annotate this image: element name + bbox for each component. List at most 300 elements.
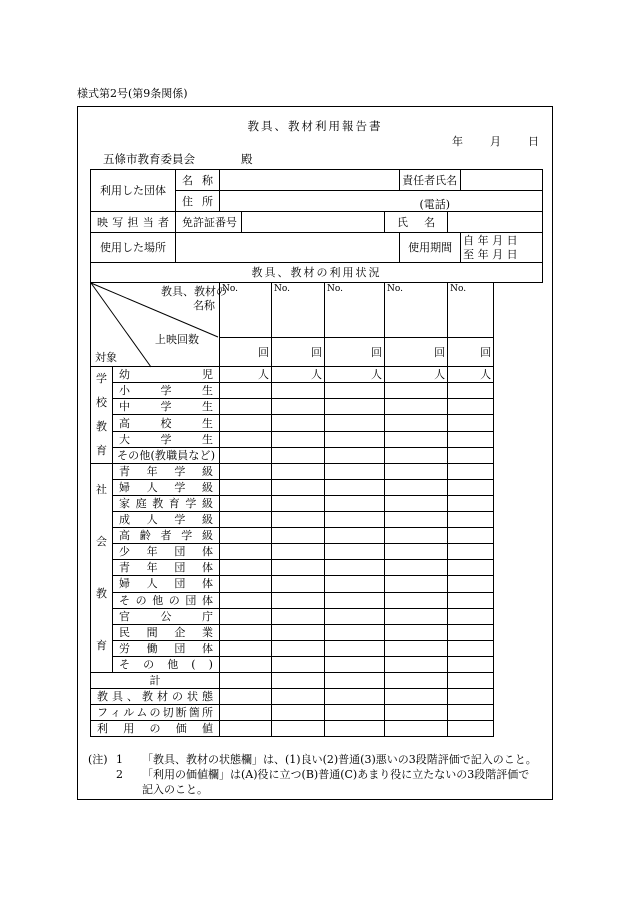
- target-category-label: [115, 545, 217, 558]
- glyph: 小: [119, 384, 130, 398]
- target-category-label: [115, 465, 217, 478]
- count-cell[interactable]: [220, 592, 272, 608]
- count-cell[interactable]: [385, 447, 448, 463]
- target-category-label: [115, 433, 217, 446]
- count-cell[interactable]: [448, 656, 494, 672]
- count-cell[interactable]: [385, 431, 448, 447]
- glyph: の: [128, 448, 140, 462]
- person-name-field[interactable]: [448, 212, 543, 233]
- glyph: 許: [193, 215, 204, 229]
- target-category: [113, 512, 220, 528]
- table-row: [91, 431, 543, 447]
- place-label: 使用した場所: [91, 233, 176, 263]
- count-cell[interactable]: [220, 624, 272, 640]
- address-field[interactable]: (電話): [220, 191, 543, 212]
- glyph: 学: [174, 513, 186, 527]
- count-cell[interactable]: [325, 496, 385, 512]
- glyph: 写: [112, 215, 124, 229]
- glyph: 級: [201, 513, 213, 527]
- target-category: [113, 496, 220, 512]
- table-row: [91, 624, 543, 640]
- count-cell[interactable]: [220, 576, 272, 592]
- glyph: 状: [187, 690, 198, 703]
- target-category-label: [115, 449, 217, 462]
- count-cell[interactable]: [325, 512, 385, 528]
- count-cell[interactable]: [272, 480, 325, 496]
- glyph: 業: [201, 625, 213, 639]
- count-cell[interactable]: [325, 480, 385, 496]
- count-cell[interactable]: [220, 431, 272, 447]
- count-cell[interactable]: [385, 560, 448, 576]
- glyph: 庭: [135, 497, 147, 511]
- count-cell[interactable]: [220, 496, 272, 512]
- table-row: [91, 447, 543, 463]
- count-cell[interactable]: 人: [448, 367, 494, 383]
- school-education-group-char: 育: [96, 444, 107, 457]
- target-category: [113, 399, 220, 415]
- count-cell[interactable]: 人: [385, 367, 448, 383]
- table-row: [91, 480, 543, 496]
- glyph: 名: [424, 215, 436, 229]
- target-category-label: [115, 658, 217, 671]
- target-category: [113, 480, 220, 496]
- glyph: 免: [182, 215, 193, 229]
- glyph: フ: [97, 706, 108, 719]
- screening-times-cell[interactable]: 回: [385, 338, 448, 367]
- count-cell[interactable]: [448, 464, 494, 480]
- count-cell[interactable]: [325, 415, 385, 431]
- count-cell[interactable]: [448, 496, 494, 512]
- count-cell[interactable]: [272, 447, 325, 463]
- count-cell[interactable]: [325, 399, 385, 415]
- glyph: の: [168, 593, 180, 607]
- glyph: 、: [127, 690, 138, 703]
- count-cell[interactable]: [220, 689, 272, 705]
- glyph: 氏: [397, 215, 408, 229]
- responsible-field[interactable]: [461, 170, 543, 191]
- school-education-group-char: 教: [96, 420, 107, 433]
- count-cell[interactable]: [385, 721, 448, 737]
- count-cell[interactable]: 人: [272, 367, 325, 383]
- school-education-group-char: 校: [96, 396, 107, 409]
- glyph: 学: [181, 529, 193, 543]
- count-cell[interactable]: [385, 399, 448, 415]
- glyph: 婦: [119, 577, 130, 591]
- count-cell[interactable]: [272, 383, 325, 399]
- count-cell[interactable]: [325, 447, 385, 463]
- count-cell[interactable]: [272, 673, 325, 689]
- glyph: 箇: [188, 706, 200, 719]
- count-cell[interactable]: [220, 528, 272, 544]
- item-no-cell[interactable]: No.: [385, 283, 448, 338]
- screening-times-cell[interactable]: 回: [220, 338, 272, 367]
- table-row: [91, 528, 543, 544]
- glyph: 生: [202, 384, 213, 398]
- count-cell[interactable]: [325, 464, 385, 480]
- glyph: 年: [146, 561, 158, 575]
- glyph: 称: [202, 173, 213, 187]
- glyph: 号: [226, 215, 237, 229]
- glyph: 婦: [119, 481, 130, 495]
- total-label: 計: [91, 673, 220, 689]
- target-category: [113, 415, 220, 431]
- count-cell[interactable]: [272, 689, 325, 705]
- item-no-cell[interactable]: No.: [272, 283, 325, 338]
- notes: [88, 752, 537, 797]
- count-cell[interactable]: [325, 592, 385, 608]
- glyph: 大: [119, 432, 130, 446]
- glyph: 中: [119, 400, 130, 414]
- glyph: 家: [119, 497, 130, 511]
- count-cell[interactable]: [272, 721, 325, 737]
- count-cell[interactable]: [448, 512, 494, 528]
- count-cell[interactable]: [220, 560, 272, 576]
- social-education-group-char: 会: [96, 535, 107, 548]
- count-cell[interactable]: [220, 399, 272, 415]
- count-cell[interactable]: [385, 464, 448, 480]
- count-cell[interactable]: [448, 431, 494, 447]
- count-cell[interactable]: [385, 496, 448, 512]
- count-cell[interactable]: [220, 673, 272, 689]
- evaluation-row: [91, 705, 543, 721]
- table-row: [91, 415, 543, 431]
- item-name-label-1: 教具、教材の: [161, 285, 227, 298]
- glyph: 体: [201, 641, 213, 655]
- target-category: [113, 560, 220, 576]
- count-cell[interactable]: [272, 496, 325, 512]
- count-cell[interactable]: [385, 592, 448, 608]
- glyph: 団: [185, 593, 197, 607]
- glyph: 材: [157, 690, 168, 703]
- table-row: [91, 512, 543, 528]
- evaluation-label: [91, 721, 220, 737]
- count-cell[interactable]: [385, 656, 448, 672]
- glyph: 証: [204, 215, 215, 229]
- social-education-group-char: 教: [96, 587, 107, 600]
- report-table: [90, 169, 543, 737]
- count-cell[interactable]: [448, 544, 494, 560]
- glyph: 団: [174, 545, 186, 559]
- count-cell[interactable]: [448, 576, 494, 592]
- glyph: 体: [201, 545, 213, 559]
- glyph: そ: [119, 593, 130, 607]
- period-field[interactable]: [461, 233, 543, 263]
- target-category: [113, 431, 220, 447]
- glyph: 人: [146, 481, 158, 495]
- count-cell[interactable]: [272, 608, 325, 624]
- glyph: 教: [97, 690, 108, 703]
- count-cell[interactable]: [448, 447, 494, 463]
- license-label: [176, 212, 242, 233]
- date-month: 月: [490, 135, 501, 148]
- glyph: 員: [177, 448, 189, 462]
- target-category-label: [115, 417, 217, 430]
- count-cell[interactable]: [385, 383, 448, 399]
- count-cell[interactable]: [385, 415, 448, 431]
- count-cell[interactable]: [272, 624, 325, 640]
- name-label: [176, 170, 220, 191]
- glyph: 住: [182, 194, 193, 208]
- form-number-label: 様式第2号(第9条関係): [77, 87, 188, 100]
- target-category: [113, 624, 220, 640]
- glyph: (: [191, 657, 196, 671]
- count-cell[interactable]: [325, 431, 385, 447]
- target-category: [113, 383, 220, 399]
- glyph: の: [143, 657, 155, 671]
- glyph: 生: [202, 416, 213, 430]
- glyph: 青: [119, 561, 130, 575]
- count-cell[interactable]: [272, 528, 325, 544]
- count-cell[interactable]: [325, 656, 385, 672]
- count-cell[interactable]: [325, 560, 385, 576]
- diagonal-header: [91, 283, 227, 367]
- glyph: 校: [160, 416, 172, 430]
- count-cell[interactable]: [448, 608, 494, 624]
- table-row: [91, 383, 543, 399]
- evaluation-label: [91, 705, 220, 721]
- table-row: [91, 656, 543, 672]
- count-cell[interactable]: [385, 608, 448, 624]
- count-cell[interactable]: [272, 464, 325, 480]
- note-1-number: 1: [116, 753, 123, 766]
- count-cell[interactable]: [220, 512, 272, 528]
- table-row: [91, 496, 543, 512]
- glyph: 少: [119, 545, 130, 559]
- glyph: 教: [152, 497, 164, 511]
- glyph: 所: [202, 194, 213, 208]
- count-cell[interactable]: [385, 528, 448, 544]
- glyph: の: [135, 593, 147, 607]
- count-cell[interactable]: [448, 480, 494, 496]
- table-row: [91, 399, 543, 415]
- count-cell[interactable]: [272, 415, 325, 431]
- count-cell[interactable]: [325, 689, 385, 705]
- count-cell[interactable]: [220, 415, 272, 431]
- count-cell[interactable]: [325, 528, 385, 544]
- glyph: 者: [158, 215, 169, 229]
- count-cell[interactable]: [325, 705, 385, 721]
- glyph: の: [172, 690, 183, 703]
- count-cell[interactable]: [325, 721, 385, 737]
- glyph: 成: [119, 513, 130, 527]
- count-cell[interactable]: [220, 464, 272, 480]
- evaluation-row: [91, 689, 543, 705]
- count-cell[interactable]: [325, 640, 385, 656]
- count-cell[interactable]: [220, 640, 272, 656]
- table-row: [91, 576, 543, 592]
- count-cell[interactable]: [220, 721, 272, 737]
- count-cell[interactable]: [220, 656, 272, 672]
- evaluation-label-text: [93, 706, 217, 719]
- target-category-label: [115, 368, 217, 381]
- glyph: 学: [160, 432, 172, 446]
- count-cell[interactable]: [385, 640, 448, 656]
- count-cell[interactable]: [220, 447, 272, 463]
- count-cell[interactable]: [448, 624, 494, 640]
- place-field[interactable]: [176, 233, 400, 263]
- item-no-cell[interactable]: No.: [325, 283, 385, 338]
- count-cell[interactable]: [448, 528, 494, 544]
- count-cell[interactable]: [448, 415, 494, 431]
- glyph: 青: [119, 465, 130, 479]
- count-cell[interactable]: [272, 640, 325, 656]
- count-cell[interactable]: [385, 705, 448, 721]
- count-cell[interactable]: [220, 383, 272, 399]
- table-row: [91, 464, 543, 480]
- count-cell[interactable]: [385, 624, 448, 640]
- count-cell[interactable]: [385, 480, 448, 496]
- count-cell[interactable]: [385, 673, 448, 689]
- glyph: 用: [123, 722, 135, 735]
- glyph: 他: [139, 448, 151, 462]
- glyph: 体: [201, 577, 213, 591]
- count-cell[interactable]: [325, 624, 385, 640]
- count-cell[interactable]: [448, 399, 494, 415]
- count-cell[interactable]: [220, 608, 272, 624]
- count-cell[interactable]: [272, 399, 325, 415]
- table-row: [91, 592, 543, 608]
- glyph: 学: [174, 481, 186, 495]
- count-cell[interactable]: [325, 673, 385, 689]
- period-to: 至 年 月 日: [463, 247, 518, 261]
- note-2-number: 2: [116, 768, 123, 781]
- item-no-cell[interactable]: No.: [448, 283, 494, 338]
- glyph: 他: [167, 657, 179, 671]
- count-cell[interactable]: [272, 656, 325, 672]
- glyph: 間: [146, 625, 158, 639]
- license-field[interactable]: [242, 212, 385, 233]
- count-cell[interactable]: [385, 689, 448, 705]
- count-cell[interactable]: [272, 576, 325, 592]
- glyph: 価: [175, 722, 187, 735]
- count-cell[interactable]: [325, 544, 385, 560]
- glyph: の: [149, 722, 161, 735]
- count-cell[interactable]: [448, 689, 494, 705]
- count-cell[interactable]: 人: [220, 367, 272, 383]
- group-name-field[interactable]: [220, 170, 400, 191]
- glyph: 育: [168, 497, 180, 511]
- target-category-label: [115, 561, 217, 574]
- count-cell[interactable]: [448, 592, 494, 608]
- date-line: [452, 133, 539, 149]
- glyph: そ: [119, 657, 130, 671]
- count-cell[interactable]: [325, 383, 385, 399]
- screening-count-label: 上映回数: [155, 333, 199, 346]
- table-row: [91, 640, 543, 656]
- glyph: ル: [123, 706, 135, 719]
- status-title: 教具、教材の利用状況: [91, 263, 543, 283]
- projectionist-label: [91, 212, 176, 233]
- target-category: [113, 528, 220, 544]
- screening-times-cell[interactable]: 回: [325, 338, 385, 367]
- glyph: 教: [142, 690, 153, 703]
- glyph: ): [210, 448, 215, 462]
- person-name-label: [385, 212, 448, 233]
- glyph: 体: [201, 593, 213, 607]
- glyph: 級: [202, 529, 213, 543]
- count-cell[interactable]: [448, 640, 494, 656]
- evaluation-label-text: [93, 690, 217, 703]
- target-category: [113, 447, 220, 463]
- count-cell[interactable]: [325, 608, 385, 624]
- target-category-label: [115, 384, 217, 397]
- count-cell[interactable]: [272, 592, 325, 608]
- social-education-group-char: 育: [96, 639, 107, 652]
- count-cell[interactable]: [220, 705, 272, 721]
- target-category-label: [115, 594, 217, 607]
- count-cell[interactable]: [272, 544, 325, 560]
- count-cell[interactable]: [448, 673, 494, 689]
- count-cell[interactable]: [448, 383, 494, 399]
- count-cell[interactable]: [220, 544, 272, 560]
- glyph: 体: [201, 561, 213, 575]
- social-education-group-char: 社: [96, 483, 107, 496]
- target-category-label: [115, 626, 217, 639]
- glyph: ィ: [110, 706, 122, 719]
- note-2-continuation: 記入のこと。: [142, 783, 208, 796]
- glyph: 人: [146, 513, 158, 527]
- count-cell[interactable]: [220, 480, 272, 496]
- target-category-label: [115, 610, 217, 623]
- target-category: [113, 608, 220, 624]
- screening-times-cell[interactable]: 回: [272, 338, 325, 367]
- glyph: 教: [154, 448, 166, 462]
- count-cell[interactable]: [272, 705, 325, 721]
- count-cell[interactable]: [272, 560, 325, 576]
- total-row: [91, 673, 543, 689]
- item-no-cell[interactable]: No.: [220, 283, 272, 338]
- social-education-group: [91, 464, 113, 673]
- count-cell[interactable]: [448, 560, 494, 576]
- responsible-label: 責任者氏名: [400, 170, 461, 191]
- glyph: 当: [142, 215, 154, 229]
- count-cell[interactable]: [448, 721, 494, 737]
- glyph: 切: [162, 706, 174, 719]
- glyph: 公: [160, 609, 172, 623]
- glyph: 団: [174, 561, 186, 575]
- address-label: [176, 191, 220, 212]
- glyph: 番: [215, 215, 226, 229]
- count-cell[interactable]: [385, 544, 448, 560]
- table-row: [91, 560, 543, 576]
- target-category: [113, 464, 220, 480]
- count-cell[interactable]: [385, 576, 448, 592]
- count-cell[interactable]: [272, 431, 325, 447]
- target-label: 対象: [95, 351, 117, 364]
- glyph: 団: [174, 577, 186, 591]
- glyph: ど: [199, 448, 211, 462]
- count-cell[interactable]: 人: [325, 367, 385, 383]
- evaluation-row: [91, 721, 543, 737]
- screening-times-cell[interactable]: 回: [448, 338, 494, 367]
- date-year: 年: [452, 135, 463, 148]
- target-category-label: [115, 642, 217, 655]
- glyph: 者: [160, 529, 172, 543]
- glyph: 学: [160, 400, 172, 414]
- glyph: の: [149, 706, 161, 719]
- glyph: 学: [174, 465, 186, 479]
- count-cell[interactable]: [272, 512, 325, 528]
- table-row: [91, 608, 543, 624]
- count-cell[interactable]: [385, 512, 448, 528]
- count-cell[interactable]: [325, 576, 385, 592]
- count-cell[interactable]: [448, 705, 494, 721]
- glyph: 働: [146, 641, 158, 655]
- target-category: [113, 640, 220, 656]
- period-from: 自 年 月 日: [463, 233, 518, 247]
- glyph: 職: [166, 448, 178, 462]
- target-category-label: [115, 400, 217, 413]
